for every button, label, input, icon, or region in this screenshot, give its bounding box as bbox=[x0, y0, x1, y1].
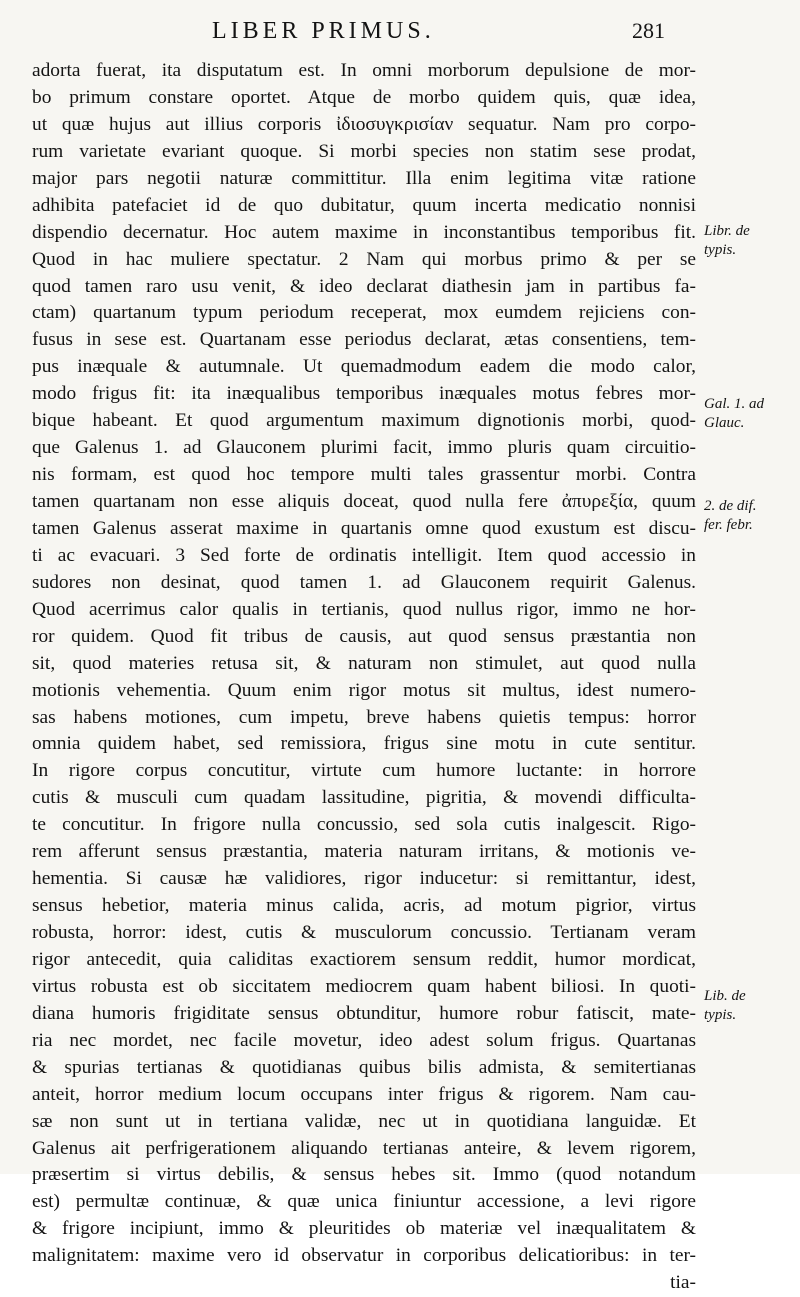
margin-note-line: 2. de dif. bbox=[704, 498, 757, 514]
margin-note-line: Gal. 1. ad bbox=[704, 396, 764, 412]
text-line: Quod acerrimus calor qualis in tertianis, quod nullus rigor, immo ne hor- bbox=[32, 598, 696, 620]
text-line: sensus hebetior, materia minus calida, acris, ad motum pigrior, virtus bbox=[32, 895, 696, 917]
text-line: rigor antecedit, quia caliditas exactiorem sensum reddit, humor mordicat, bbox=[32, 948, 696, 970]
text-line: major pars negotii naturæ committitur. Illa enim legitima vitæ ratione bbox=[32, 167, 696, 189]
text-line: quod tamen raro usu venit, & ideo declarat diathesin jam in partibus fa- bbox=[32, 275, 696, 297]
text-line: pus inæquale & autumnale. Ut quemadmodum eadem die modo calor, bbox=[32, 356, 696, 378]
text-line: fusus in sese est. Quartanam esse periodus declarat, ætas consentiens, tem- bbox=[32, 329, 696, 351]
text-line: sas habens motiones, cum impetu, breve habens quietis tempus: horror bbox=[32, 706, 696, 728]
text-line: diana humoris frigiditate sensus obtunditur, humore robur fatiscit, mate- bbox=[32, 1002, 696, 1024]
text-line: præsertim si virtus debilis, & sensus hebes sit. Immo (quod notandum bbox=[32, 1164, 696, 1186]
text-line: tamen Galenus asserat maxime in quartanis omne quod exustum est discu- bbox=[32, 517, 696, 539]
text-line: que Galenus 1. ad Glauconem plurimi facit, immo pluris quam circuitio- bbox=[32, 437, 696, 459]
text-line: robusta, horror: idest, cutis & musculorum concussio. Tertianam veram bbox=[32, 922, 696, 943]
text-line: sæ non sunt ut in tertiana validæ, nec ut in quotidiana languidæ. Et bbox=[32, 1110, 696, 1132]
text-line: ctam) quartanum typum periodum receperat, mox eumdem rejiciens con- bbox=[32, 302, 696, 324]
text-line: adhibita patefaciet id de quo dubitatur, quum incerta medicatio nonnisi bbox=[32, 194, 696, 216]
text-line-catchword: tia- bbox=[670, 1272, 696, 1294]
margin-note-line: Libr. de bbox=[704, 223, 750, 239]
text-line: dispendio decernatur. Hoc autem maxime in inconstantibus temporibus fit. bbox=[32, 221, 696, 243]
text-line: malignitatem: maxime vero id observatur in corporibus delicatioribus: in ter- bbox=[32, 1245, 696, 1267]
text-line: ut quæ hujus aut illius corporis ἰδιοσυγκρισίαν sequatur. Nam pro corpo- bbox=[32, 113, 696, 135]
text-line: virtus robusta est ob siccitatem mediocrem quam habent biliosi. In quoti- bbox=[32, 975, 696, 997]
margin-note bbox=[704, 395, 794, 433]
text-line: omnia quidem habet, sed remissiora, frigus sine motu in cute sentitur. bbox=[32, 733, 696, 755]
text-line: rem afferunt sensus præstantia, materia naturam irritans, & motionis ve- bbox=[32, 841, 696, 863]
margin-note-line: typis. bbox=[704, 242, 737, 258]
text-line: motionis vehementia. Quum enim rigor motus sit multus, idest numero- bbox=[32, 679, 696, 701]
text-line: ria nec mordet, nec facile movetur, ideo adest solum frigus. Quartanas bbox=[32, 1029, 696, 1051]
page-header bbox=[0, 14, 700, 48]
margin-note bbox=[704, 497, 794, 535]
margin-note-line: Lib. de bbox=[704, 988, 746, 1004]
margin-note-line: Glauc. bbox=[704, 415, 745, 431]
text-line: rum varietate evariant quoque. Si morbi species non statim sese prodat, bbox=[32, 140, 696, 162]
page-number: 281 bbox=[632, 18, 665, 43]
text-line: nis formam, est quod hoc tempore multi tales grassentur morbi. Contra bbox=[32, 464, 696, 486]
text-line: bo primum constare oportet. Atque de morbo quidem quis, quæ idea, bbox=[32, 86, 696, 108]
text-line: bique habeant. Et quod argumentum maximum dignotionis morbi, quod- bbox=[32, 410, 696, 432]
margin-note-line: typis. bbox=[704, 1007, 737, 1023]
margin-note bbox=[704, 222, 794, 260]
text-line: est) permultæ continuæ, & quæ unica finiuntur accessione, a levi rigore bbox=[32, 1191, 696, 1213]
running-head: LIBER PRIMUS. bbox=[212, 18, 435, 44]
text-line: In rigore corpus concutitur, virtute cum humore luctante: in horrore bbox=[32, 760, 696, 782]
text-line: sit, quod materies retusa sit, & naturam non stimulet, aut quod nulla bbox=[32, 652, 696, 674]
text-line: cutis & musculi cum quadam lassitudine, pigritia, & movendi difficulta- bbox=[32, 787, 696, 809]
text-line: anteit, horror medium locum occupans inter frigus & rigorem. Nam cau- bbox=[32, 1083, 696, 1105]
margin-note bbox=[704, 987, 794, 1025]
text-line: adorta fuerat, ita disputatum est. In omni morborum depulsione de mor- bbox=[32, 60, 696, 81]
text-line: Galenus ait perfrigerationem aliquando tertianas anteire, & levem rigorem, bbox=[32, 1137, 696, 1159]
text-line: Quod in hac muliere spectatur. 2 Nam qui morbus primo & per se bbox=[32, 248, 696, 270]
text-line: te concutitur. In frigore nulla concussio, sed sola cutis inalgescit. Rigo- bbox=[32, 814, 696, 836]
text-line: ti ac evacuari. 3 Sed forte de ordinatis intelligit. Item quod accessio in bbox=[32, 544, 696, 566]
text-line: & frigore incipiunt, immo & pleuritides ob materiæ vel inæqualitatem & bbox=[32, 1218, 696, 1240]
text-line: & spurias tertianas & quotidianas quibus bilis admista, & semitertianas bbox=[32, 1056, 696, 1078]
text-line: modo frigus fit: ita inæqualibus temporibus inæquales motus febres mor- bbox=[32, 383, 696, 405]
text-line: sudores non desinat, quod tamen 1. ad Glauconem requirit Galenus. bbox=[32, 571, 696, 593]
text-line: hementia. Si causæ hæ validiores, rigor inducetur: si remittantur, idest, bbox=[32, 868, 696, 890]
text-line: ror quidem. Quod fit tribus de causis, aut quod sensus præstantia non bbox=[32, 625, 696, 647]
main-text-block bbox=[32, 58, 696, 1297]
text-line: tamen quartanam non esse aliquis doceat, quod nulla fere ἀπυρεξία, quum bbox=[32, 491, 696, 512]
margin-note-line: fer. febr. bbox=[704, 517, 753, 533]
